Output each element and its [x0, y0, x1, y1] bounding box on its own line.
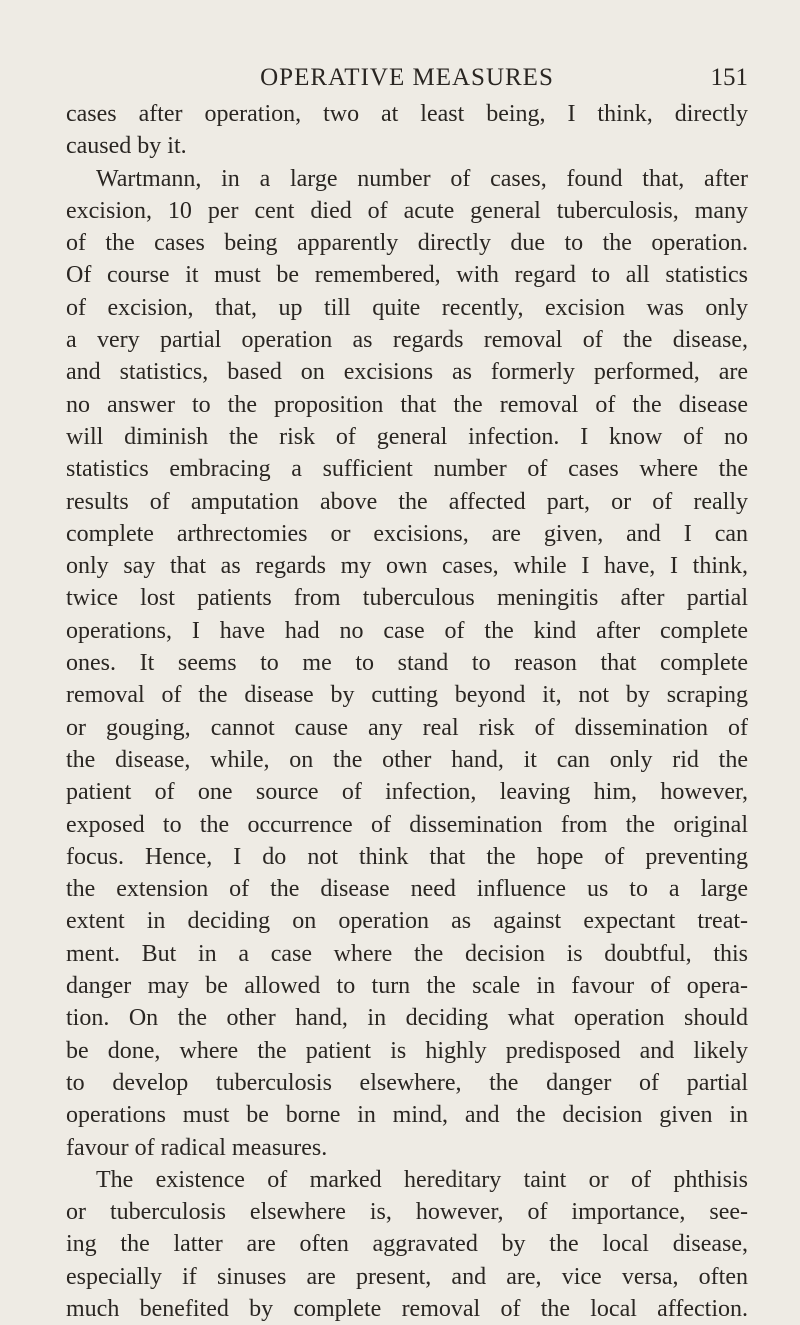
text-line: ones. It seems to me to stand to reason that complete: [66, 650, 748, 677]
text-line: favour of radical measures.: [66, 1134, 328, 1161]
text-line: operations, I have had no case of the kind after complete: [66, 617, 748, 644]
text-line: twice lost patients from tuberculous meningitis after partial: [66, 585, 748, 612]
text-line: The existence of marked hereditary taint or of phthisis: [96, 1166, 748, 1193]
text-line: especially if sinuses are present, and are, vice versa, often: [66, 1263, 748, 1290]
text-line: only say that as regards my own cases, while I have, I think,: [66, 553, 748, 580]
text-line: focus. Hence, I do not think that the hope of preventing: [66, 843, 748, 870]
text-line: results of amputation above the affected part, or of really: [66, 488, 748, 515]
text-line: the disease, while, on the other hand, it can only rid the: [66, 746, 748, 773]
page-number: 151: [710, 64, 748, 91]
text-line: Wartmann, in a large number of cases, found that, after: [96, 165, 748, 192]
text-line: or gouging, cannot cause any real risk of dissemination of: [66, 714, 748, 741]
running-head: OPERATIVE MEASURES: [260, 64, 554, 91]
text-line: Of course it must be remembered, with regard to all statistics: [66, 262, 748, 289]
text-line: danger may be allowed to turn the scale in favour of opera-: [66, 973, 748, 1000]
body-text: [66, 98, 748, 1325]
text-line: will diminish the risk of general infection. I know of no: [66, 423, 748, 450]
text-line: complete arthrectomies or excisions, are given, and I can: [66, 520, 748, 547]
text-line: to develop tuberculosis elsewhere, the danger of partial: [66, 1069, 748, 1096]
text-line: ing the latter are often aggravated by the local disease,: [66, 1231, 748, 1258]
text-line: removal of the disease by cutting beyond it, not by scraping: [66, 682, 748, 709]
text-line: of the cases being apparently directly due to the operation.: [66, 230, 748, 257]
text-line: tion. On the other hand, in deciding what operation should: [66, 1005, 748, 1032]
text-line: or tuberculosis elsewhere is, however, of importance, see-: [66, 1199, 748, 1226]
page-header: [66, 60, 748, 96]
text-line: ment. But in a case where the decision is doubtful, this: [66, 940, 748, 967]
text-line: excision, 10 per cent died of acute general tuberculosis, many: [66, 197, 748, 224]
text-line: patient of one source of infection, leaving him, however,: [66, 779, 748, 806]
text-line: a very partial operation as regards removal of the disease,: [66, 327, 748, 354]
text-line: and statistics, based on excisions as formerly performed, are: [66, 359, 748, 386]
text-line: extent in deciding on operation as against expectant treat-: [66, 908, 748, 935]
text-line: of excision, that, up till quite recently, excision was only: [66, 294, 748, 321]
text-line: no answer to the proposition that the removal of the disease: [66, 391, 748, 418]
text-line: the extension of the disease need influence us to a large: [66, 876, 748, 903]
text-line: caused by it.: [66, 133, 187, 160]
text-line: exposed to the occurrence of dissemination from the original: [66, 811, 748, 838]
text-line: operations must be borne in mind, and the decision given in: [66, 1102, 748, 1129]
text-line: cases after operation, two at least being, I think, directly: [66, 101, 748, 127]
text-line: statistics embracing a sufficient number of cases where the: [66, 456, 748, 483]
text-line: be done, where the patient is highly predisposed and likely: [66, 1037, 748, 1064]
text-line: much benefited by complete removal of the local affection.: [66, 1295, 748, 1322]
